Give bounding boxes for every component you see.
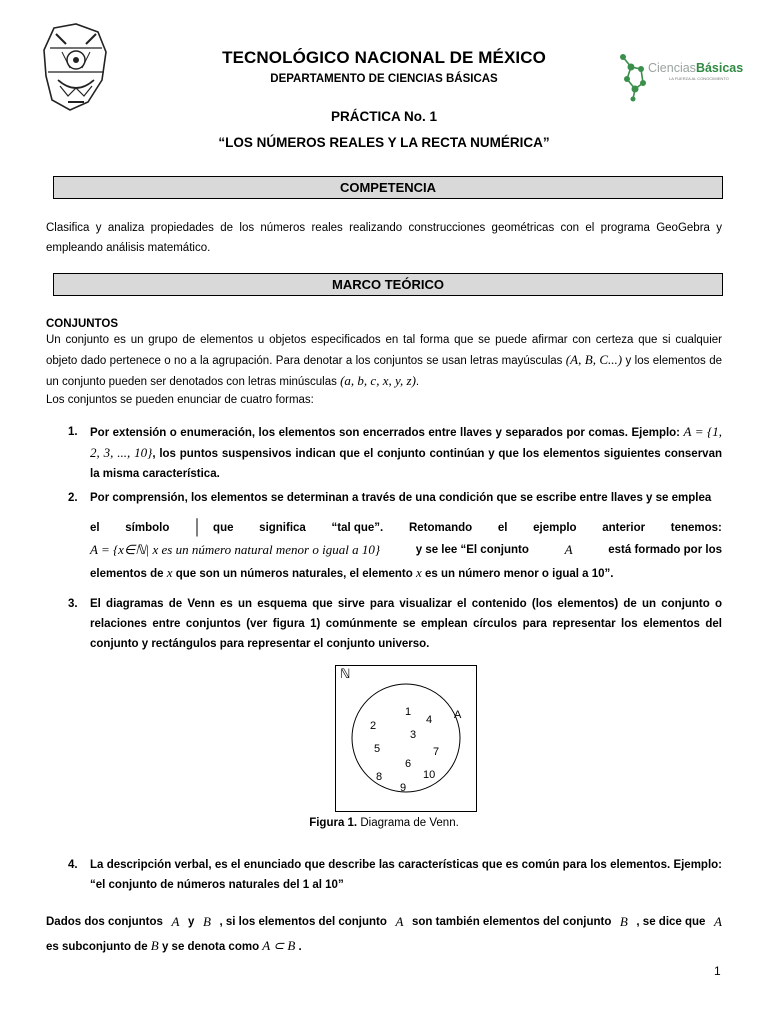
subset-math-b2: B	[619, 914, 628, 929]
venn-number: 3	[410, 729, 417, 741]
page-number: 1	[714, 964, 721, 978]
list-item-4	[68, 855, 722, 895]
subset-math-b1: B	[202, 914, 211, 929]
figure-caption-label: Figura 1.	[309, 817, 358, 829]
venn-number: 9	[400, 782, 407, 794]
set-a-circle	[352, 684, 460, 792]
venn-number: 10	[423, 769, 436, 781]
figure-caption-text: Diagrama de Venn.	[357, 817, 459, 829]
institution-title: TECNOLÓGICO NACIONAL DE MÉXICO	[222, 48, 546, 67]
list-item-2-math-x2: x	[415, 565, 422, 580]
subset-text-3: son también elementos del conjunto	[411, 916, 612, 928]
venn-number: 8	[376, 771, 383, 783]
list-item-2-text-f: es un número menor o igual a 10”.	[424, 568, 614, 580]
subset-math-a1: A	[171, 914, 180, 929]
subset-line-2	[46, 934, 722, 959]
intro-end: .	[415, 376, 420, 388]
list-item-1-text-a: Por extensión o enumeración, los elementos son encerrados entre llaves y separados por comas. Ejemplo:	[90, 427, 681, 439]
logo-text-basicas: Básicas	[695, 61, 744, 75]
subset-math-b3: B	[150, 938, 159, 953]
list-item-2-last-line	[90, 562, 722, 585]
list-item-2-text-b: y se lee “El conjunto	[415, 544, 529, 556]
math-upper-letters: (A, B, C...)	[565, 352, 623, 367]
list-item-2-text-a: Por comprensión, los elementos se determinan a través de una condición que se escribe entre llaves y se emplea	[90, 492, 712, 504]
venn-number: 4	[426, 714, 433, 726]
list-item-2-math-a: A	[564, 542, 573, 557]
subset-math-a3: A	[714, 914, 722, 929]
universe-label: ℕ	[340, 667, 351, 682]
tecnm-crest-logo	[40, 22, 112, 114]
word-tenemos: tenemos:	[670, 522, 722, 534]
four-forms-text: Los conjuntos se pueden enunciar de cuatro formas:	[46, 394, 314, 406]
venn-number: 5	[374, 743, 381, 755]
word-el: el	[90, 522, 100, 534]
logo-text-ciencias: Ciencias	[648, 61, 696, 75]
figure-caption	[0, 817, 768, 829]
set-a-label: A	[454, 709, 462, 721]
subset-text-7: .	[298, 941, 302, 953]
list-item-1	[68, 422, 722, 484]
list-item-1-number: 1.	[68, 426, 78, 438]
math-lower-letters: (a, b, c, x, y, z)	[340, 373, 416, 388]
venn-number: 1	[405, 706, 412, 718]
subset-text-y: y	[188, 916, 195, 928]
conjuntos-intro-text-2: y los elementos de un conjunto pueden ser denotados con letras minúsculas	[46, 355, 722, 388]
conjuntos-intro	[46, 330, 722, 392]
word-que: que	[213, 522, 234, 534]
practice-number: PRÁCTICA No. 1	[330, 109, 437, 124]
subset-line-1	[46, 910, 722, 934]
conjuntos-intro-text: Un conjunto es un grupo de elementos u objetos especificados en tal forma que se puede afirmar con certeza que si cualquier objeto dado pertenece o no a la agrupación. Para denotar a los conjuntos se usan letras mayúsculas	[46, 334, 722, 367]
subset-paragraph	[46, 910, 722, 959]
list-item-1-text-b: , los puntos suspensivos indican que el conjunto continúan y que los elementos siguientes conservan la misma característica.	[90, 448, 722, 480]
list-item-3-text: El diagramas de Venn es un esquema que sirve para visualizar el contenido (los elementos) de un conjunto o relaciones entre conjuntos (ver figura 1) comúnmente se emplean círculos para representar los elementos del conjunto y rectángulos para representar el conjunto universo.	[90, 598, 722, 650]
word-significa: significa	[259, 522, 306, 534]
word-simbolo: símbolo	[125, 522, 170, 534]
subset-text-4: , se dice que	[636, 916, 706, 928]
list-item-1-math: A = {1, 2, 3, ..., 10}	[90, 424, 722, 460]
such-that-symbol: |	[195, 515, 200, 537]
venn-diagram	[335, 665, 477, 812]
subset-math-a2: A	[395, 914, 404, 929]
list-item-2-justified-line	[90, 515, 722, 538]
list-item-2-text-c: está formado por los	[608, 544, 722, 556]
department-title: DEPARTAMENTO DE CIENCIAS BÁSICAS	[270, 73, 498, 85]
word-anterior: anterior	[602, 522, 646, 534]
venn-number: 7	[433, 746, 440, 758]
list-item-2	[68, 488, 722, 585]
list-item-3-number: 3.	[68, 598, 78, 610]
list-item-2-math: A = {x∈ℕ| x es un número natural menor o igual a 10}	[90, 542, 381, 557]
subset-math-relation: A ⊂ B	[262, 938, 296, 953]
subset-text-6: y se denota como	[161, 941, 260, 953]
word-tal-que: “tal que”.	[331, 522, 384, 534]
word-retomando: Retomando	[408, 522, 473, 534]
logo-tagline: LA FUERZA AL CONOCIMIENTO	[669, 76, 729, 81]
practice-title: “LOS NÚMEROS REALES Y LA RECTA NUMÉRICA”	[218, 135, 550, 150]
list-item-2-text-d: elementos de	[90, 568, 164, 580]
venn-number: 2	[370, 720, 377, 732]
subset-text-1: Dados dos conjuntos	[46, 916, 163, 928]
section-marco-teorico: MARCO TEÓRICO	[53, 273, 723, 296]
section-competencia: COMPETENCIA	[53, 176, 723, 199]
list-item-2-math-x: x	[166, 565, 173, 580]
list-item-4-text: La descripción verbal, es el enunciado que describe las características que es común para los elementos. Ejemplo: “el conjunto de números naturales del 1 al 10”	[90, 859, 722, 891]
list-item-3	[68, 594, 722, 654]
list-item-2-number: 2.	[68, 492, 78, 504]
word-el-2: el	[497, 522, 508, 534]
subset-text-2: , si los elementos del conjunto	[219, 916, 387, 928]
word-ejemplo: ejemplo	[533, 522, 577, 534]
venn-number: 6	[405, 758, 412, 770]
list-item-2-text-e: que son un números naturales, el elemento	[175, 568, 413, 580]
subset-text-5: es subconjunto de	[46, 941, 148, 953]
list-item-2-math-line	[90, 538, 722, 562]
conjuntos-heading: CONJUNTOS	[46, 318, 118, 330]
list-item-4-number: 4.	[68, 859, 78, 871]
competencia-text: Clasifica y analiza propiedades de los números reales realizando construcciones geométricas con el programa GeoGebra y empleando análisis matemático.	[46, 222, 722, 254]
